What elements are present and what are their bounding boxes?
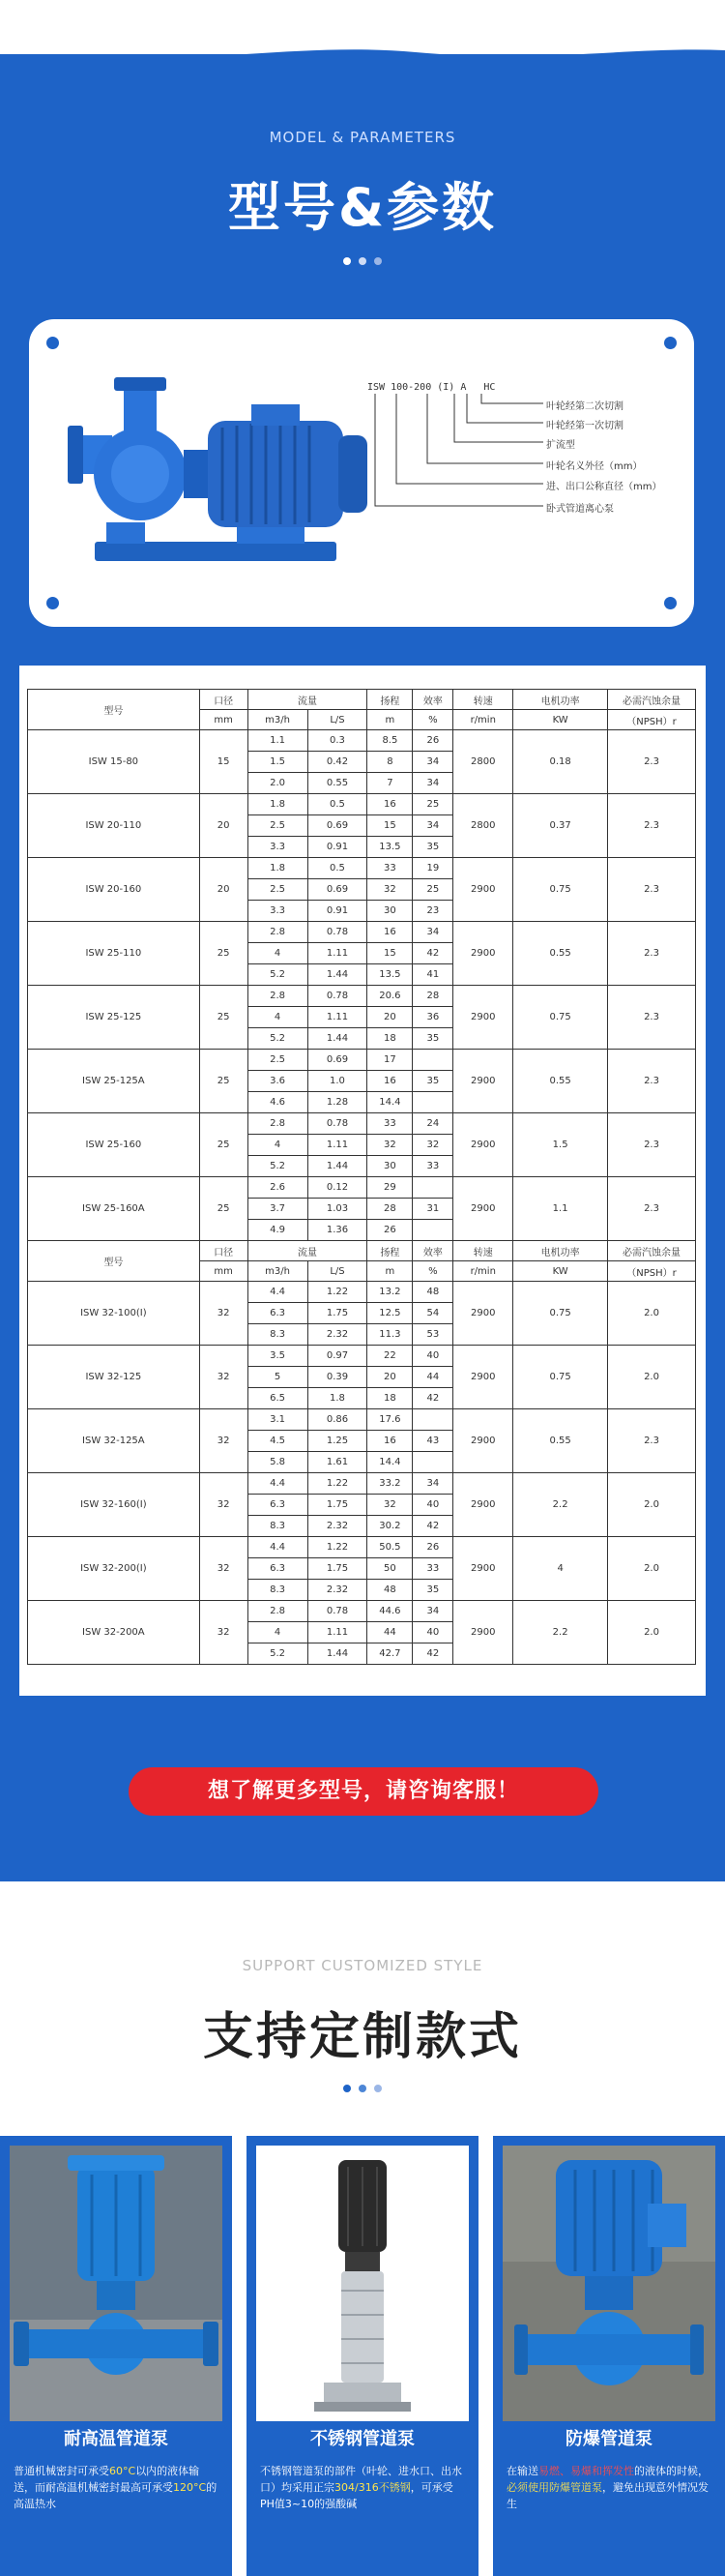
unit-efficiency: % bbox=[413, 710, 453, 730]
model-code-card bbox=[29, 319, 694, 627]
code-label: 叶轮经第一次切割 bbox=[546, 421, 624, 431]
cell-flow-m3h: 1.8 2.5 3.3 bbox=[247, 858, 307, 922]
model-code-diagram bbox=[367, 382, 677, 576]
card-stainless-steel-pump[interactable] bbox=[246, 2136, 478, 2576]
corner-dot bbox=[46, 597, 59, 609]
cell-power: 0.75 bbox=[513, 858, 608, 922]
header-flow: 流量 bbox=[247, 690, 367, 710]
table-row bbox=[28, 1113, 696, 1177]
cell-head: 17.6 16 14.4 bbox=[367, 1409, 413, 1473]
cell-power: 0.55 bbox=[513, 1409, 608, 1473]
cell-npsh: 2.3 bbox=[608, 794, 696, 858]
corner-dot bbox=[46, 337, 59, 349]
cell-model: ISW 25-160 bbox=[28, 1113, 200, 1177]
cell-speed: 2900 bbox=[453, 922, 513, 986]
explosion-proof-pump-photo bbox=[503, 2146, 715, 2421]
cell-efficiency: 34 42 41 bbox=[413, 922, 453, 986]
cell-npsh: 2.3 bbox=[608, 1050, 696, 1113]
custom-style-section bbox=[0, 1881, 725, 2576]
cell-speed: 2900 bbox=[453, 1601, 513, 1665]
header-model: 型号 bbox=[28, 1241, 200, 1282]
cell-speed: 2900 bbox=[453, 986, 513, 1050]
cell-npsh: 2.3 bbox=[608, 922, 696, 986]
header-head: 扬程 bbox=[367, 690, 413, 710]
cell-flow-m3h: 2.8 4 5.2 bbox=[247, 922, 307, 986]
unit-flow-m3h: m3/h bbox=[247, 710, 307, 730]
cell-flow-m3h: 4.4 6.3 8.3 bbox=[247, 1282, 307, 1346]
cell-head: 33 32 30 bbox=[367, 858, 413, 922]
cell-model: ISW 32-200(I) bbox=[28, 1537, 200, 1601]
cell-diameter: 25 bbox=[199, 1113, 247, 1177]
cell-npsh: 2.3 bbox=[608, 1113, 696, 1177]
cell-flow-ls: 0.12 1.03 1.36 bbox=[307, 1177, 367, 1241]
unit-speed: r/min bbox=[453, 710, 513, 730]
cell-model: ISW 32-125 bbox=[28, 1346, 200, 1409]
cell-model: ISW 20-110 bbox=[28, 794, 200, 858]
table-row bbox=[28, 986, 696, 1050]
corner-dot bbox=[664, 337, 677, 349]
card-high-temp-pump[interactable] bbox=[0, 2136, 232, 2576]
stainless-pump-photo bbox=[256, 2146, 469, 2421]
cell-power: 2.2 bbox=[513, 1601, 608, 1665]
cell-efficiency: 26 34 34 bbox=[413, 730, 453, 794]
header-speed: 转速 bbox=[453, 1241, 513, 1261]
pagination-dots bbox=[0, 2078, 725, 2096]
cell-efficiency: 28 36 35 bbox=[413, 986, 453, 1050]
cell-model: ISW 15-80 bbox=[28, 730, 200, 794]
cell-power: 0.55 bbox=[513, 1050, 608, 1113]
model-code-text: ISW 100-200 (I) A HC bbox=[367, 382, 496, 393]
cell-npsh: 2.3 bbox=[608, 1409, 696, 1473]
parameter-table-card bbox=[19, 666, 706, 1696]
cell-flow-ls: 0.78 1.11 1.44 bbox=[307, 1601, 367, 1665]
header-efficiency: 效率 bbox=[413, 1241, 453, 1261]
cell-flow-m3h: 2.8 4 5.2 bbox=[247, 1601, 307, 1665]
cell-diameter: 32 bbox=[199, 1601, 247, 1665]
cell-power: 0.75 bbox=[513, 986, 608, 1050]
card-description: 不锈钢管道泵的部件（叶轮、进水口、出水口）均采用正宗304/316不锈钢，可承受PH值3~10的强酸碱 bbox=[260, 2465, 462, 2510]
cell-flow-ls: 1.22 1.75 2.32 bbox=[307, 1282, 367, 1346]
cell-head: 13.2 12.5 11.3 bbox=[367, 1282, 413, 1346]
code-leader-lines bbox=[367, 382, 551, 576]
unit-head: m bbox=[367, 710, 413, 730]
cell-diameter: 20 bbox=[199, 858, 247, 922]
cell-head: 29 28 26 bbox=[367, 1177, 413, 1241]
unit-power: KW bbox=[513, 1261, 608, 1282]
cell-speed: 2900 bbox=[453, 1409, 513, 1473]
cell-flow-ls: 0.5 0.69 0.91 bbox=[307, 858, 367, 922]
cell-head: 22 20 18 bbox=[367, 1346, 413, 1409]
cell-model: ISW 20-160 bbox=[28, 858, 200, 922]
cell-efficiency: 48 54 53 bbox=[413, 1282, 453, 1346]
header-diameter: 口径 bbox=[199, 690, 247, 710]
cell-flow-ls: 0.3 0.42 0.55 bbox=[307, 730, 367, 794]
unit-speed: r/min bbox=[453, 1261, 513, 1282]
cell-efficiency: 26 33 35 bbox=[413, 1537, 453, 1601]
horizontal-pump-image bbox=[68, 368, 377, 585]
cell-flow-m3h: 2.6 3.7 4.9 bbox=[247, 1177, 307, 1241]
cell-diameter: 32 bbox=[199, 1409, 247, 1473]
cell-speed: 2900 bbox=[453, 1346, 513, 1409]
cell-flow-m3h: 4.4 6.3 8.3 bbox=[247, 1473, 307, 1537]
table-row bbox=[28, 1177, 696, 1241]
cell-efficiency: 19 25 23 bbox=[413, 858, 453, 922]
section-title: 型号&参数 bbox=[227, 177, 498, 238]
cell-model: ISW 25-125A bbox=[28, 1050, 200, 1113]
code-label: 进、出口公称直径（mm） bbox=[546, 482, 662, 492]
cell-diameter: 32 bbox=[199, 1282, 247, 1346]
card-title: 不锈钢管道泵 bbox=[256, 2421, 469, 2458]
cell-head: 33.2 32 30.2 bbox=[367, 1473, 413, 1537]
unit-diameter: mm bbox=[199, 1261, 247, 1282]
unit-flow-ls: L/S bbox=[307, 1261, 367, 1282]
cell-speed: 2800 bbox=[453, 794, 513, 858]
cell-speed: 2900 bbox=[453, 1473, 513, 1537]
consult-customer-service-button[interactable]: 想了解更多型号，请咨询客服！ bbox=[129, 1767, 598, 1816]
header-flow: 流量 bbox=[247, 1241, 367, 1261]
cell-power: 0.75 bbox=[513, 1282, 608, 1346]
cell-flow-ls: 1.22 1.75 2.32 bbox=[307, 1473, 367, 1537]
unit-head: m bbox=[367, 1261, 413, 1282]
table-row bbox=[28, 1346, 696, 1409]
cell-npsh: 2.0 bbox=[608, 1473, 696, 1537]
unit-power: KW bbox=[513, 710, 608, 730]
cell-npsh: 2.0 bbox=[608, 1537, 696, 1601]
cell-efficiency: 35 bbox=[413, 1050, 453, 1113]
cell-diameter: 32 bbox=[199, 1346, 247, 1409]
cell-flow-m3h: 1.8 2.5 3.3 bbox=[247, 794, 307, 858]
table-row bbox=[28, 1409, 696, 1473]
cell-flow-ls: 0.69 1.0 1.28 bbox=[307, 1050, 367, 1113]
cell-power: 2.2 bbox=[513, 1473, 608, 1537]
code-label: 叶轮名义外径（mm） bbox=[546, 461, 643, 472]
cell-head: 20.6 20 18 bbox=[367, 986, 413, 1050]
table-row bbox=[28, 1473, 696, 1537]
header-power: 电机功率 bbox=[513, 1241, 608, 1261]
cell-flow-m3h: 3.5 5 6.5 bbox=[247, 1346, 307, 1409]
corner-dot bbox=[664, 597, 677, 609]
cell-flow-m3h: 4.4 6.3 8.3 bbox=[247, 1537, 307, 1601]
cell-power: 1.5 bbox=[513, 1113, 608, 1177]
table-row bbox=[28, 1050, 696, 1113]
card-description: 在输送易燃、易爆和挥发性的液体的时候，必须使用防爆管道泵，避免出现意外情况发生 bbox=[507, 2465, 709, 2510]
cell-speed: 2900 bbox=[453, 858, 513, 922]
cell-flow-ls: 1.22 1.75 2.32 bbox=[307, 1537, 367, 1601]
cell-speed: 2900 bbox=[453, 1282, 513, 1346]
cell-head: 8.5 8 7 bbox=[367, 730, 413, 794]
cell-flow-ls: 0.97 0.39 1.8 bbox=[307, 1346, 367, 1409]
cell-flow-ls: 0.78 1.11 1.44 bbox=[307, 986, 367, 1050]
cell-efficiency: 31 bbox=[413, 1177, 453, 1241]
header-power: 电机功率 bbox=[513, 690, 608, 710]
cell-diameter: 25 bbox=[199, 1177, 247, 1241]
header-npsh: 必需汽蚀余量 bbox=[608, 1241, 696, 1261]
unit-efficiency: % bbox=[413, 1261, 453, 1282]
header-model: 型号 bbox=[28, 690, 200, 730]
table-header-row bbox=[28, 690, 696, 710]
cell-model: ISW 25-110 bbox=[28, 922, 200, 986]
cell-model: ISW 32-125A bbox=[28, 1409, 200, 1473]
table-row bbox=[28, 858, 696, 922]
cell-npsh: 2.0 bbox=[608, 1601, 696, 1665]
header-efficiency: 效率 bbox=[413, 690, 453, 710]
product-cards bbox=[0, 2136, 725, 2576]
card-explosion-proof-pump[interactable] bbox=[493, 2136, 725, 2576]
table-row bbox=[28, 1282, 696, 1346]
cell-model: ISW 32-200A bbox=[28, 1601, 200, 1665]
cell-speed: 2900 bbox=[453, 1177, 513, 1241]
cell-model: ISW 32-160(I) bbox=[28, 1473, 200, 1537]
cell-diameter: 25 bbox=[199, 986, 247, 1050]
cell-diameter: 25 bbox=[199, 922, 247, 986]
cell-efficiency: 34 40 42 bbox=[413, 1601, 453, 1665]
header-head: 扬程 bbox=[367, 1241, 413, 1261]
table-row bbox=[28, 1601, 696, 1665]
cell-power: 0.75 bbox=[513, 1346, 608, 1409]
cell-flow-m3h: 2.8 4 5.2 bbox=[247, 986, 307, 1050]
cell-diameter: 32 bbox=[199, 1537, 247, 1601]
cell-flow-ls: 0.86 1.25 1.61 bbox=[307, 1409, 367, 1473]
cell-diameter: 25 bbox=[199, 1050, 247, 1113]
unit-flow-ls: L/S bbox=[307, 710, 367, 730]
cell-head: 16 15 13.5 bbox=[367, 922, 413, 986]
cell-flow-m3h: 2.5 3.6 4.6 bbox=[247, 1050, 307, 1113]
wave-divider bbox=[0, 39, 725, 72]
table-row bbox=[28, 730, 696, 794]
header-npsh: 必需汽蚀余量 bbox=[608, 690, 696, 710]
vertical-pump-photo bbox=[10, 2146, 222, 2421]
cell-npsh: 2.3 bbox=[608, 858, 696, 922]
unit-npsh: （NPSH）r bbox=[608, 710, 696, 730]
cell-npsh: 2.0 bbox=[608, 1346, 696, 1409]
cell-npsh: 2.3 bbox=[608, 730, 696, 794]
cell-flow-m3h: 3.1 4.5 5.8 bbox=[247, 1409, 307, 1473]
cell-head: 17 16 14.4 bbox=[367, 1050, 413, 1113]
cell-model: ISW 32-100(I) bbox=[28, 1282, 200, 1346]
card-description: 普通机械密封可承受60°C以内的液体输送，而耐高温机械密封最高可承受120°C的高温热水 bbox=[14, 2465, 218, 2510]
cell-efficiency: 25 34 35 bbox=[413, 794, 453, 858]
cell-speed: 2900 bbox=[453, 1537, 513, 1601]
cell-power: 0.55 bbox=[513, 922, 608, 986]
cell-flow-m3h: 2.8 4 5.2 bbox=[247, 1113, 307, 1177]
cell-efficiency: 24 32 33 bbox=[413, 1113, 453, 1177]
table-row bbox=[28, 922, 696, 986]
code-label: 叶轮经第二次切割 bbox=[546, 401, 624, 412]
cell-npsh: 2.3 bbox=[608, 1177, 696, 1241]
custom-title: 支持定制款式 bbox=[202, 2008, 522, 2066]
cell-speed: 2900 bbox=[453, 1050, 513, 1113]
cell-flow-ls: 0.78 1.11 1.44 bbox=[307, 922, 367, 986]
header-speed: 转速 bbox=[453, 690, 513, 710]
cell-speed: 2800 bbox=[453, 730, 513, 794]
cell-flow-ls: 0.78 1.11 1.44 bbox=[307, 1113, 367, 1177]
cell-model: ISW 25-125 bbox=[28, 986, 200, 1050]
cell-diameter: 32 bbox=[199, 1473, 247, 1537]
card-title: 防爆管道泵 bbox=[503, 2421, 715, 2458]
cell-diameter: 15 bbox=[199, 730, 247, 794]
unit-npsh: （NPSH）r bbox=[608, 1261, 696, 1282]
cell-flow-ls: 0.5 0.69 0.91 bbox=[307, 794, 367, 858]
cell-diameter: 20 bbox=[199, 794, 247, 858]
unit-diameter: mm bbox=[199, 710, 247, 730]
section-en-subtitle: MODEL & PARAMETERS bbox=[269, 129, 456, 146]
cell-head: 16 15 13.5 bbox=[367, 794, 413, 858]
cell-efficiency: 34 40 42 bbox=[413, 1473, 453, 1537]
cell-head: 50.5 50 48 bbox=[367, 1537, 413, 1601]
cell-efficiency: 40 44 42 bbox=[413, 1346, 453, 1409]
cell-speed: 2900 bbox=[453, 1113, 513, 1177]
table-row bbox=[28, 1537, 696, 1601]
cell-efficiency: 43 bbox=[413, 1409, 453, 1473]
table-header-row bbox=[28, 1241, 696, 1261]
cell-power: 0.37 bbox=[513, 794, 608, 858]
header-diameter: 口径 bbox=[199, 1241, 247, 1261]
cell-head: 33 32 30 bbox=[367, 1113, 413, 1177]
unit-flow-m3h: m3/h bbox=[247, 1261, 307, 1282]
code-label: 卧式管道离心泵 bbox=[546, 504, 614, 515]
cell-power: 0.18 bbox=[513, 730, 608, 794]
cell-npsh: 2.0 bbox=[608, 1282, 696, 1346]
cell-head: 44.6 44 42.7 bbox=[367, 1601, 413, 1665]
code-label: 扩流型 bbox=[546, 440, 575, 451]
card-title: 耐高温管道泵 bbox=[10, 2421, 222, 2458]
cell-model: ISW 25-160A bbox=[28, 1177, 200, 1241]
cell-npsh: 2.3 bbox=[608, 986, 696, 1050]
table-row bbox=[28, 794, 696, 858]
cell-power: 4 bbox=[513, 1537, 608, 1601]
custom-en-subtitle: SUPPORT CUSTOMIZED STYLE bbox=[242, 1957, 483, 1974]
parameter-table bbox=[27, 689, 696, 1665]
cell-power: 1.1 bbox=[513, 1177, 608, 1241]
pagination-dots bbox=[0, 251, 725, 269]
cell-flow-m3h: 1.1 1.5 2.0 bbox=[247, 730, 307, 794]
